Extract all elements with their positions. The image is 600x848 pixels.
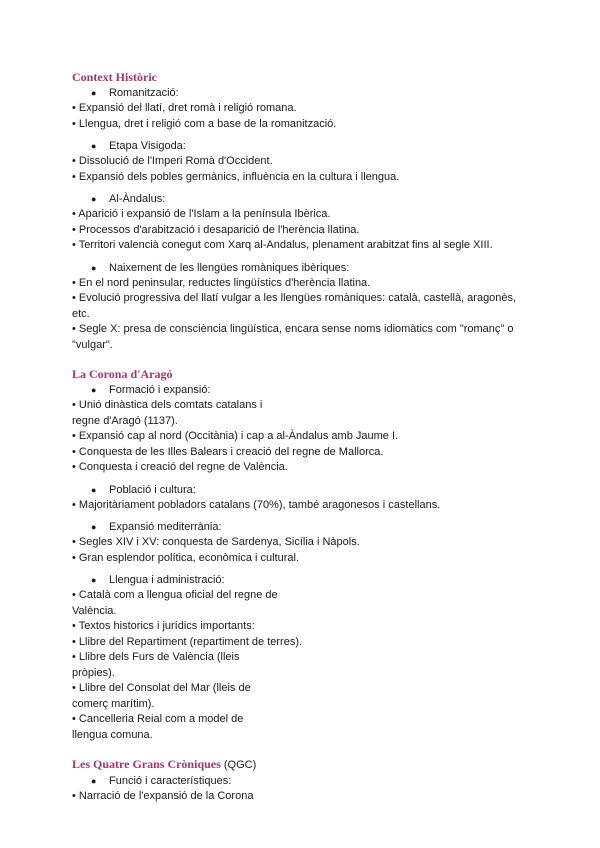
bullet-line: • Català com a llengua oficial del regne de (72, 589, 278, 601)
bullet-line: • Territori valencià conegut com Xarq al-Andalus, plenament arabitzat fins al segle XIII. (72, 239, 493, 251)
bullet-line: pròpies). (72, 666, 115, 679)
bullet-line: • Expansió del llatí, dret romà i religió romana. (72, 102, 297, 114)
document-body (72, 69, 542, 805)
bullet-line: • Majoritàriament pobladors catalans (70%), també aragonesos i castellans. (72, 498, 441, 511)
subheading: ● Formació i expansió: (72, 383, 542, 398)
bullet-line: etc. (72, 307, 90, 320)
bullet-line: • Llengua, dret i religió com a base de la romanització. (72, 117, 337, 130)
bullet-line: • Expansió cap al nord (Occitània) i cap a al-Àndalus amb Jaume I. (72, 430, 399, 442)
bullet-line: • Llibre dels Furs de València (lleis (72, 651, 240, 663)
bullet-line: • Evolució progressiva del llatí vulgar a les llengües romàniques: català, castellà, aragonès, (72, 292, 517, 304)
bullet-line: • Gran esplendor política, econòmica i cultural. (72, 551, 300, 564)
subheading: ● Romanització: (72, 86, 542, 101)
subheading: ● Llengua i administració: (72, 573, 542, 588)
bullet-line: • Conquesta de les Illes Balears i creació del regne de Mallorca. (72, 445, 384, 458)
bullet-line: • Cancelleria Reial com a model de (72, 713, 244, 725)
bullet-line: • Segle X: presa de consciència lingüística, encara sense noms idiomàtics com "romanç" o (72, 323, 514, 335)
bullet-line: • Textos historics i jurídics importants: (72, 620, 255, 632)
bullet-line: • Processos d'arabització i desaparició de l'herència llatina. (72, 223, 360, 236)
subheading: ● Expansió mediterrània: (72, 520, 542, 535)
bullet-line: • Conquesta i creació del regne de València. (72, 461, 288, 473)
bullet-line: • Dissolució de l'Imperi Romà d'Occident. (72, 155, 273, 167)
subheading: ● Població i cultura: (72, 483, 542, 498)
bullet-line: • Segles XIV i XV: conquesta de Sardenya, Sicília i Nàpols. (72, 536, 360, 548)
section-heading-suffix: (QGC) (220, 759, 257, 771)
bullet-line: • En el nord peninsular, reductes lingüístics d'herència llatina. (72, 276, 371, 289)
bullet-line: València. (72, 604, 117, 617)
bullet-line: • Llibre del Consolat del Mar (lleis de (72, 682, 251, 694)
bullet-line: "vulgar". (72, 338, 113, 351)
subheading: ● Al-Àndalus: (72, 192, 542, 207)
subheading: ● Funció i característiques: (72, 774, 542, 789)
subheading: ● Etapa Visigoda: (72, 139, 542, 154)
bullet-line: • Narració de l'expansió de la Corona (72, 790, 254, 802)
section-heading: Les Quatre Grans Cròniques (QGC) (72, 757, 257, 771)
subheading: ● Naixement de les llengües romàniques ibèriques: (72, 261, 542, 276)
bullet-line: • Unió dinàstica dels comtats catalans i (72, 399, 263, 411)
bullet-line: regne d'Aragó (1137). (72, 414, 178, 427)
bullet-line: • Aparició i expansió de l'Islam a la península Ibèrica. (72, 208, 331, 220)
section-heading: La Corona d'Aragó (72, 367, 173, 381)
bullet-line: comerç marítim). (72, 697, 155, 710)
section-heading: Context Històric (72, 70, 157, 84)
bullet-line: • Expansió dels pobles germànics, influència en la cultura i llengua. (72, 170, 400, 183)
bullet-line: • Llibre del Repartiment (repartiment de terres). (72, 635, 303, 648)
bullet-line: llengua comuna. (72, 728, 153, 741)
